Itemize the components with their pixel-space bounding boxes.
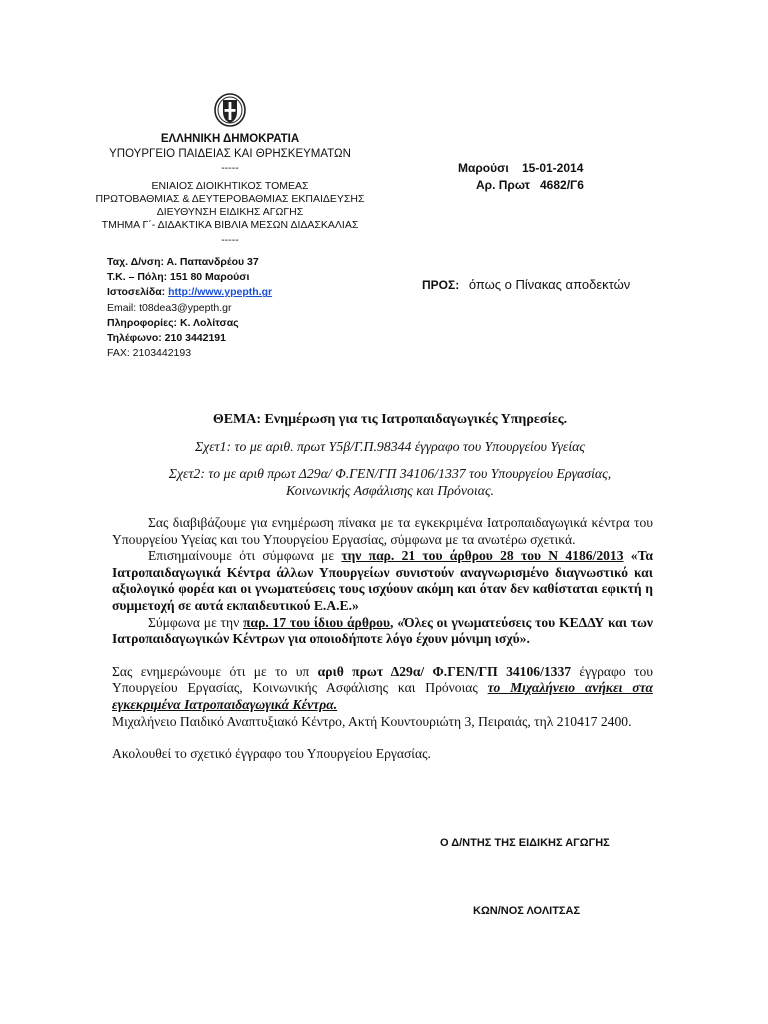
contact-block xyxy=(107,255,272,361)
subject-title: ΘΕΜΑ: Ενημέρωση για τις Ιατροπαιδαγωγικές Υπηρεσίες. xyxy=(212,412,568,427)
greek-coat-of-arms-icon xyxy=(214,93,246,127)
validity-quote: , «Όλες οι γνωματεύσεις του ΚΕΔΔΥ και των Ιατροπαιδαγωγικών Κέντρων για οποιοδήποτε λόγο έχουν μόνιμη ισχύ». xyxy=(112,614,653,647)
phone-line: Τηλέφωνο: 210 3442191 xyxy=(107,332,226,345)
signature-role: Ο Δ/ΝΤΗΣ ΤΗΣ ΕΙΔΙΚΗΣ ΑΓΩΓΗΣ xyxy=(440,837,610,849)
signature-name: ΚΩΝ/ΝΟΣ ΛΟΛΙΤΣΑΣ xyxy=(473,905,581,917)
address-line: Ταχ. Δ/νση: Α. Παπανδρέου 37 xyxy=(107,256,259,268)
paragraph-law xyxy=(112,548,653,614)
reference-2-line-1: Σχετ2: το με αριθ πρωτ Δ29α/ Φ.ΓΕΝ/ΓΠ 34106/1337 του Υπουργείου Εργασίας, xyxy=(168,466,612,481)
michalineio-reference: αριθ πρωτ Δ29α/ Φ.ΓΕΝ/ΓΠ 34106/1337 xyxy=(317,663,572,679)
separator: ----- xyxy=(221,162,239,174)
protocol-number: Αρ. Πρωτ 4682/Γ6 xyxy=(476,178,584,192)
education-line: ΠΡΩΤΟΒΑΘΜΙΑΣ & ΔΕΥΤΕΡΟΒΑΘΜΙΑΣ ΕΚΠΑΙΔΕΥΣΗΣ xyxy=(95,193,365,205)
city-line: Τ.Κ. – Πόλη: 151 80 Μαρούσι xyxy=(107,271,250,284)
michalineio-address: Μιχαλήνειο Παιδικό Αναπτυξιακό Κέντρο, Ακτή Κουντουριώτη 3, Πειραιάς, τηλ 210417 2400. xyxy=(112,713,632,729)
date-block xyxy=(458,160,584,194)
website-line xyxy=(107,285,272,300)
letter-body xyxy=(112,515,653,763)
reference-2 xyxy=(100,465,680,499)
department-line: ΤΜΗΜΑ Γ΄- ΔΙΔΑΚΤΙΚΑ ΒΙΒΛΙΑ ΜΕΣΩΝ ΔΙΔΑΣΚΑΛΙΑΣ xyxy=(101,219,359,231)
law-lead: Επισημαίνουμε ότι σύμφωνα με xyxy=(148,548,342,564)
letterhead xyxy=(90,132,370,247)
reference-2-line-2: Κοινωνικής Ασφάλισης και Πρόνοιας. xyxy=(285,483,494,498)
law-reference: την παρ. 21 του άρθρου 28 του Ν 4186/2013 xyxy=(341,548,624,564)
law-quote: «Τα Ιατροπαιδαγωγικά Κέντρα άλλων Υπουργείων συνιστούν αναγνωρισμένο διαγνωστικό και αξιολογικό φορέα και οι γνωματεύσεις τους ισχύουν ακόμη και όταν δεν καθίσταται εφικτή η συμμετοχή σε αυτά εκπαιδευτικού Ε.Α.Ε.» xyxy=(112,548,653,613)
email-line: Email: t08dea3@ypepth.gr xyxy=(107,301,232,314)
place-date: Μαρούσι 15-01-2014 xyxy=(458,161,584,175)
to-value: όπως ο Πίνακας αποδεκτών xyxy=(468,277,631,292)
directorate-line: ΔΙΕΥΘΥΝΣΗ ΕΙΔΙΚΗΣ ΑΓΩΓΗΣ xyxy=(156,206,304,218)
website-label: Ιστοσελίδα: xyxy=(107,286,169,299)
paragraph-closing: Ακολουθεί το σχετικό έγγραφο του Υπουργείου Εργασίας. xyxy=(112,746,431,762)
michalineio-lead: Σας ενημερώνουμε ότι με το υπ xyxy=(112,663,318,679)
michalineio-statement: το Μιχαλήνειο ανήκει στα εγκεκριμένα Ιατροπαιδαγωγικά Κέντρα. xyxy=(112,680,653,712)
reference-1: Σχετ1: το με αριθ. πρωτ Υ5β/Γ.Π.98344 έγγραφο του Υπουργείου Υγείας xyxy=(194,439,586,454)
to-label: ΠΡΟΣ: xyxy=(422,278,460,292)
ministry-title: ΥΠΟΥΡΓΕΙΟ ΠΑΙΔΕΙΑΣ ΚΑΙ ΘΡΗΣΚΕΥΜΑΤΩΝ xyxy=(109,148,351,160)
separator: ----- xyxy=(221,234,239,246)
website-link[interactable]: http://www.ypepth.gr xyxy=(168,286,273,299)
republic-title: ΕΛΛΗΝΙΚΗ ΔΗΜΟΚΡΑΤΙΑ xyxy=(160,133,300,145)
paragraph-intro: Σας διαβιβάζουμε για ενημέρωση πίνακα με τα εγκεκριμένα Ιατροπαιδαγωγικά κέντρα του Υπουργείου Υγείας και του Υπουργείου Εργασίας, σύμφωνα με τα ανωτέρω σχετικά. xyxy=(112,515,653,547)
validity-lead: Σύμφωνα με την xyxy=(148,614,244,630)
fax-line: FAX: 2103442193 xyxy=(107,347,192,360)
paragraph-validity xyxy=(112,615,653,648)
info-line: Πληροφορίες: Κ. Λολίτσας xyxy=(107,316,239,329)
validity-reference: παρ. 17 του ίδιου άρθρου xyxy=(243,614,391,630)
michalineio-mid: έγγραφο του Υπουργείου Εργασίας, Κοινωνικής Ασφάλισης και Πρόνοιας xyxy=(112,663,654,696)
paragraph-michalineio xyxy=(112,664,653,714)
recipients-line xyxy=(422,277,630,292)
sector-line: ΕΝΙΑΙΟΣ ΔΙΟΙΚΗΤΙΚΟΣ ΤΟΜΕΑΣ xyxy=(151,180,309,192)
